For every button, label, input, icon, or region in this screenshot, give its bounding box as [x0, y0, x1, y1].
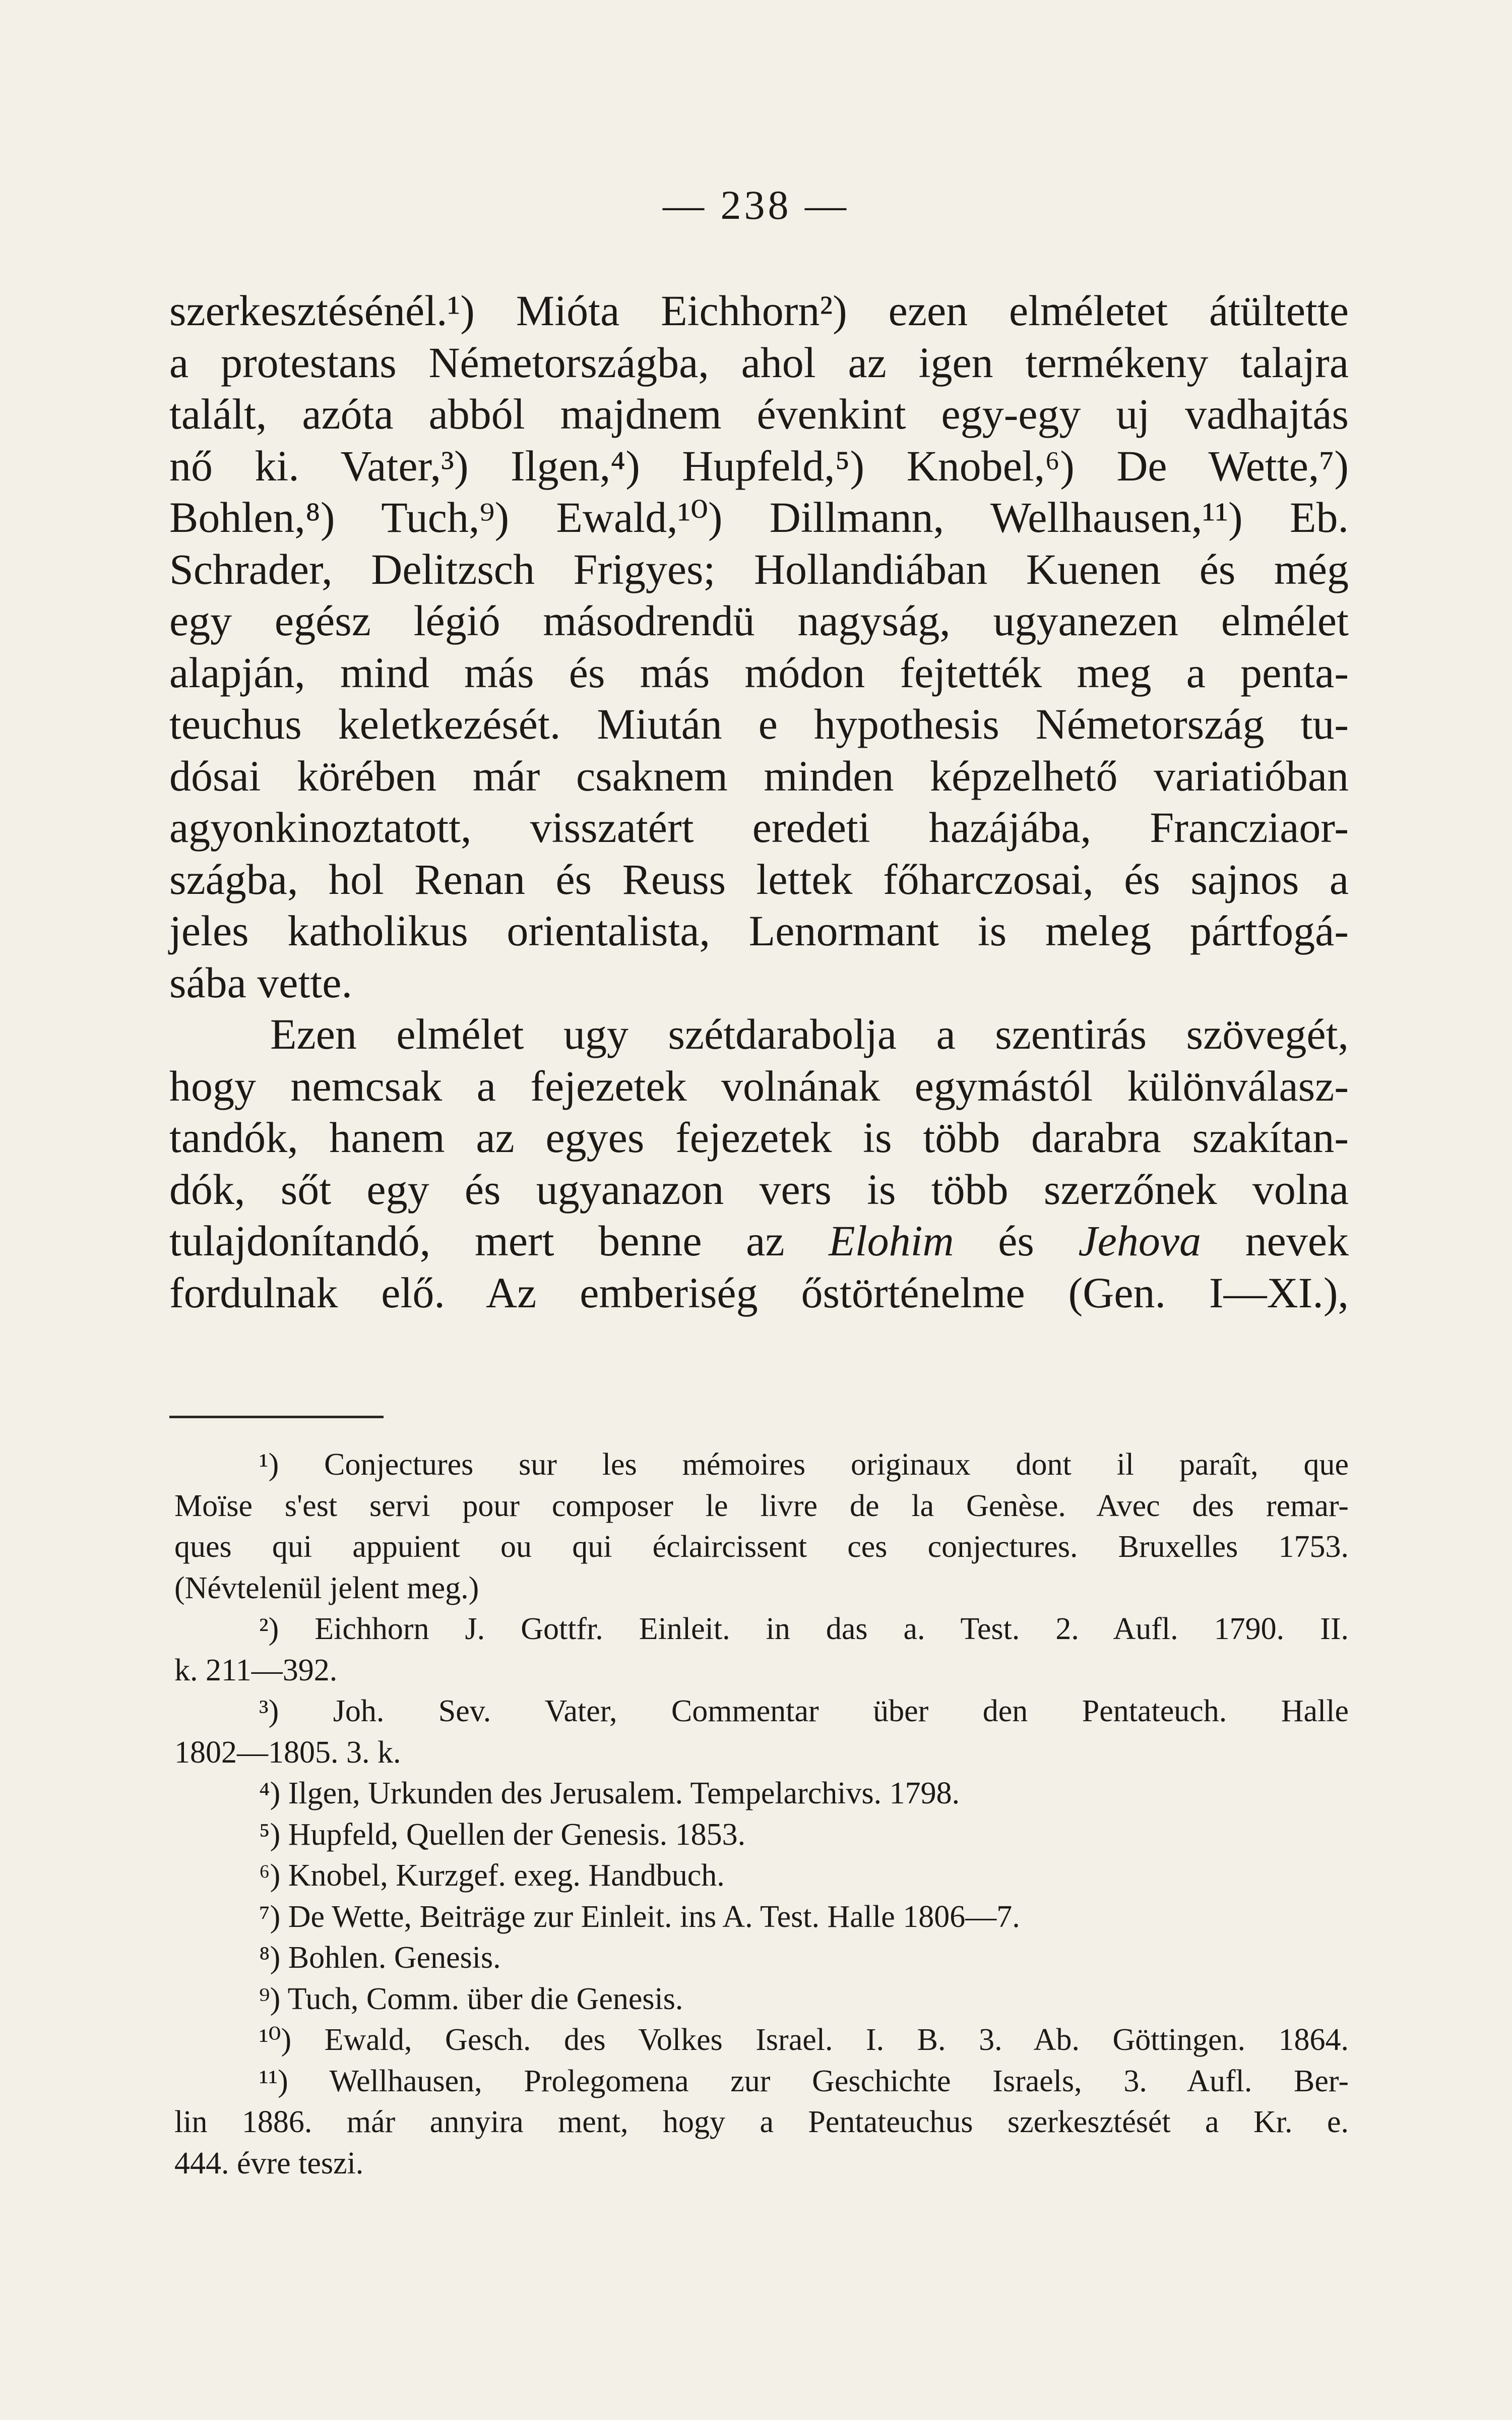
footnote-line: k. 211—392. [174, 1653, 338, 1687]
text-line: sába vette. [169, 958, 352, 1007]
footnote-line: Moïse s'est servi pour composer le livre de la Genèse. Avec des remar- [174, 1488, 1349, 1523]
footnotes [174, 1444, 1349, 2184]
footnote-line: ⁸) Bohlen. Genesis. [259, 1941, 501, 1975]
footnote-line: ³) Joh. Sev. Vater, Commentar über den Pentateuch. Halle [259, 1694, 1349, 1728]
text-line: a protestans Németországba, ahol az igen termékeny talajra [169, 338, 1349, 387]
footnote-line: ¹⁰) Ewald, Gesch. des Volkes Israel. I. B. 3. Ab. Göttingen. 1864. [259, 2023, 1349, 2057]
text-line: talált, azóta abból majdnem évenkint egy-egy uj vadhajtás [169, 390, 1349, 438]
text-fragment: tulajdonítandó, mert benne az [169, 1217, 785, 1265]
footnote-line: (Névtelenül jelent meg.) [174, 1570, 479, 1605]
text-line: teuchus keletkezését. Miután e hypothesis Németország tu- [169, 700, 1349, 748]
text-line: dók, sőt egy és ugyanazon vers is több szerzőnek volna [169, 1165, 1349, 1214]
page-number: — 238 — [663, 182, 849, 228]
text-line: hogy nemcsak a fejezetek volnának egymástól különválasz- [169, 1061, 1349, 1110]
text-line: Schrader, Delitzsch Frigyes; Hollandiában Kuenen és még [169, 544, 1349, 593]
text-line: Ezen elmélet ugy szétdarabolja a szentirás szövegét, [270, 1010, 1349, 1058]
footnote-line: ⁵) Hupfeld, Quellen der Genesis. 1853. [259, 1817, 746, 1852]
text-line: szerkesztésénél.¹) Mióta Eichhorn²) ezen elméletet átültette [169, 286, 1349, 335]
text-line: agyonkinoztatott, visszatért eredeti hazájába, Francziaor- [169, 803, 1349, 852]
footnote-line: ¹) Conjectures sur les mémoires originaux dont il paraît, que [259, 1447, 1349, 1482]
text-line: tandók, hanem az egyes fejezetek is több darabra szakítan- [169, 1113, 1349, 1162]
text-line: fordulnak elő. Az emberiség őstörténelme (Gen. I—XI.), [169, 1268, 1349, 1317]
footnote-line: 444. évre teszi. [174, 2146, 364, 2181]
italic-word-elohim: Elohim [829, 1217, 954, 1265]
text-line: dósai körében már csaknem minden képzelhető variatióban [169, 751, 1349, 800]
text-line: jeles katholikus orientalista, Lenormant is meleg pártfogá- [169, 906, 1349, 955]
text-line: Bohlen,⁸) Tuch,⁹) Ewald,¹⁰) Dillmann, Wellhausen,¹¹) Eb. [169, 493, 1349, 541]
footnote-line: ²) Eichhorn J. Gottfr. Einleit. in das a. Test. 2. Aufl. 1790. II. [259, 1612, 1349, 1646]
footnote-line: lin 1886. már annyira ment, hogy a Pentateuchus szerkesztését a Kr. e. [174, 2105, 1349, 2139]
main-text [169, 285, 1349, 1318]
footnote-line: ques qui appuient ou qui éclaircissent ces conjectures. Bruxelles 1753. [174, 1530, 1349, 1564]
text-line: szágba, hol Renan és Reuss lettek főharczosai, és sajnos a [169, 855, 1349, 903]
text-line: nő ki. Vater,³) Ilgen,⁴) Hupfeld,⁵) Knobel,⁶) De Wette,⁷) [169, 441, 1349, 490]
text-fragment: és [998, 1217, 1034, 1265]
footnote-line: ⁶) Knobel, Kurzgef. exeg. Handbuch. [259, 1858, 725, 1893]
italic-word-jehova: Jehova [1078, 1217, 1202, 1265]
text-line: egy egész légió másodrendü nagyság, ugyanezen elmélet [169, 596, 1349, 645]
footnote-line: ¹¹) Wellhausen, Prolegomena zur Geschichte Israels, 3. Aufl. Ber- [259, 2064, 1349, 2098]
text-fragment: nevek [1245, 1217, 1349, 1265]
footnote-divider [169, 1416, 384, 1418]
text-line: alapján, mind más és más módon fejtették meg a penta- [169, 648, 1349, 697]
text-line-with-italics [169, 1215, 1349, 1267]
footnote-line: 1802—1805. 3. k. [174, 1735, 401, 1770]
footnote-line: ⁷) De Wette, Beiträge zur Einleit. ins A. Test. Halle 1806—7. [259, 1899, 1020, 1934]
footnote-line: ⁹) Tuch, Comm. über die Genesis. [259, 1981, 683, 2016]
footnote-line: ⁴) Ilgen, Urkunden des Jerusalem. Tempelarchivs. 1798. [259, 1776, 960, 1810]
